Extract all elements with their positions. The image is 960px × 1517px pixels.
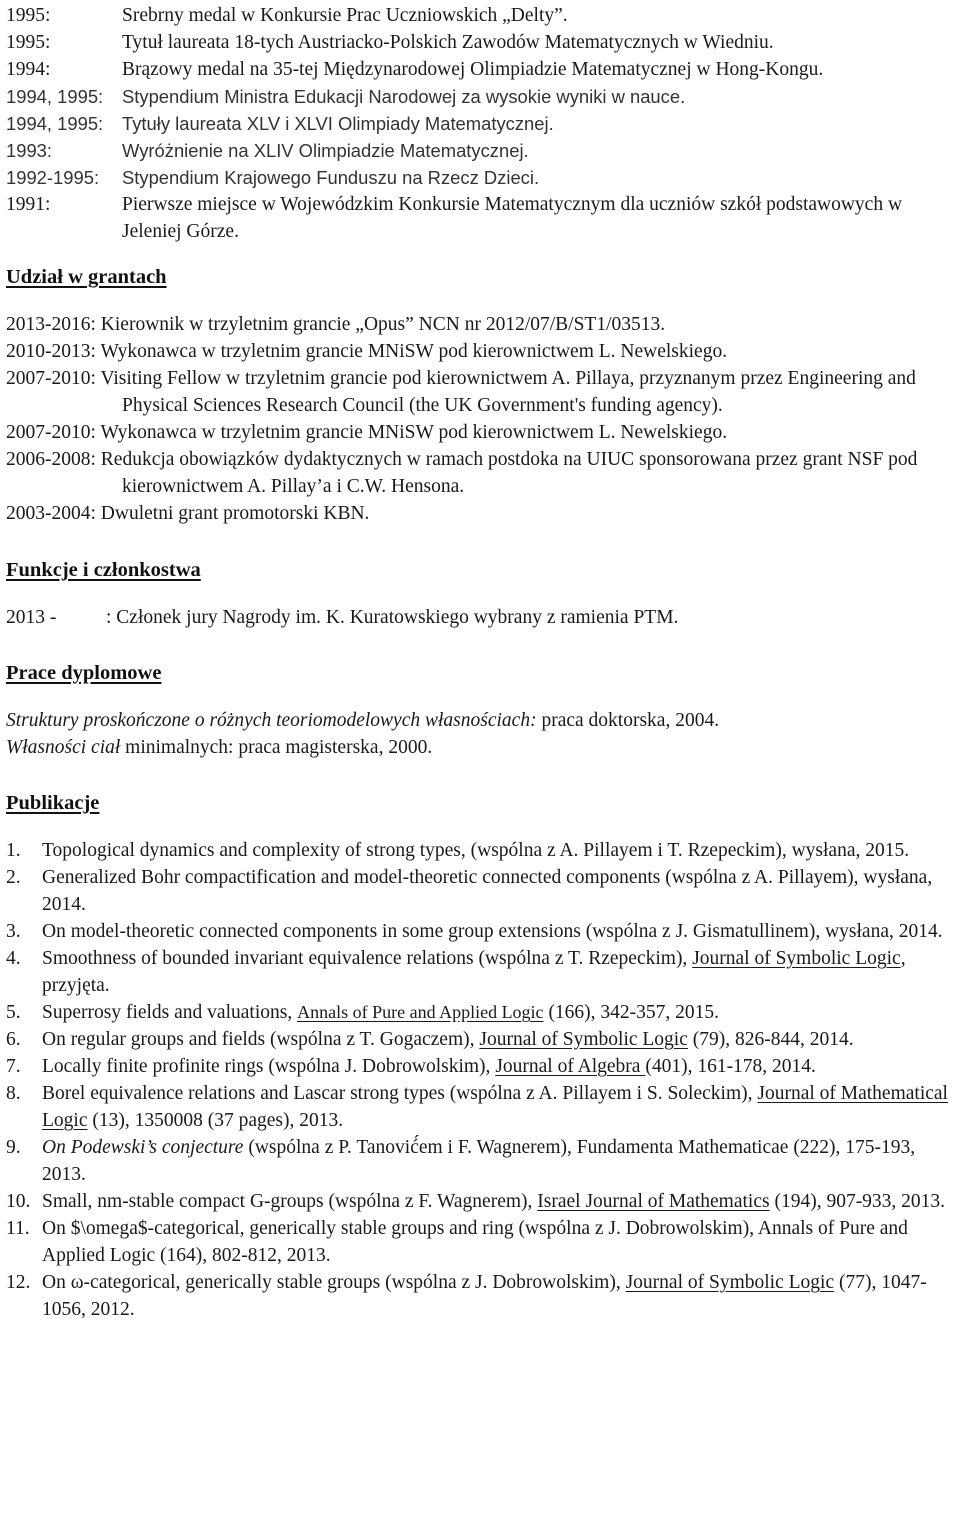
- theses-heading: Prace dyplomowe: [6, 662, 162, 684]
- publication-item: [6, 945, 954, 999]
- award-row: [6, 110, 954, 137]
- publication-number: 12.: [6, 1272, 31, 1293]
- award-row: [6, 164, 954, 191]
- award-text: Tytuły laureata XLV i XLVI Olimpiady Matematycznej.: [122, 113, 554, 134]
- publication-text: [42, 1026, 954, 1053]
- thesis-row: [6, 707, 954, 734]
- thesis-info: praca doktorska, 2004.: [536, 710, 720, 731]
- publication-title: Generalized Bohr compactification and model-theoretic connected components (wspólna z A. Pillayem), wysłana, 2014.: [42, 867, 933, 915]
- award-year: 1992-1995:: [6, 167, 100, 188]
- grant-row: [6, 500, 954, 527]
- publication-text: [42, 1269, 954, 1323]
- grant-text: Kierownik w trzyletnim grancie „Opus” NCN nr 2012/07/B/ST1/03513.: [100, 314, 666, 335]
- publication-item: [6, 1215, 954, 1269]
- grants-list: [6, 311, 954, 527]
- publication-number: 11.: [6, 1218, 30, 1239]
- publication-item: [6, 1269, 954, 1323]
- publication-number: 5.: [6, 1002, 21, 1023]
- publication-number: 3.: [6, 921, 21, 942]
- journal-link[interactable]: Journal of Symbolic Logic: [479, 1029, 688, 1050]
- publication-number: 8.: [6, 1083, 21, 1104]
- functions-heading: Funkcje i członkostwa: [6, 559, 201, 581]
- publication-title: Borel equivalence relations and Lascar strong types (wspólna z A. Pillayem i S. Soleckim),: [42, 1083, 758, 1104]
- publication-number: 7.: [6, 1056, 21, 1077]
- award-row: [6, 191, 954, 245]
- publication-text: [42, 1080, 954, 1134]
- grant-year: 2013-2016:: [6, 314, 96, 335]
- publications-list: [6, 837, 954, 1323]
- grant-text: Redukcja obowiązków dydaktycznych w ramach postdoka na UIUC sponsorowana przez grant NSF pod kierownictwem A. Pillay’a i C.W. Hensona.: [100, 449, 918, 497]
- grants-heading: Udział w grantach: [6, 266, 167, 288]
- publication-item: [6, 1188, 954, 1215]
- publication-details: (401), 161-178, 2014.: [645, 1056, 816, 1077]
- award-row: [6, 29, 954, 56]
- theses-list: [6, 707, 954, 761]
- publication-title: On $\omega$-categorical, generically stable groups and ring (wspólna z J. Dobrowolskim), Annals of Pure and Applied Logic (164), 802-812, 2013.: [42, 1218, 908, 1266]
- journal-link[interactable]: Israel Journal of Mathematics: [537, 1191, 770, 1212]
- publication-item: [6, 999, 954, 1026]
- publication-item: [6, 1026, 954, 1053]
- grant-row: [6, 365, 954, 419]
- award-text: Srebrny medal w Konkursie Prac Uczniowskich „Delty”.: [122, 5, 568, 26]
- journal-link[interactable]: Journal of Mathematical Logic: [42, 1083, 948, 1131]
- publication-title: Locally finite profinite rings (wspólna J. Dobrowolskim),: [42, 1056, 496, 1077]
- publication-item: [6, 918, 954, 945]
- publication-text: [42, 945, 954, 999]
- function-row: [6, 604, 954, 631]
- publication-text: [42, 999, 954, 1026]
- journal-link[interactable]: Journal of Symbolic Logic: [625, 1272, 835, 1293]
- publication-title-italic: On Podewski’s conjecture: [42, 1137, 244, 1158]
- grant-year: 2003-2004:: [6, 503, 96, 524]
- function-text: : Członek jury Nagrody im. K. Kuratowskiego wybrany z ramienia PTM.: [106, 607, 679, 628]
- grant-year: 2007-2010:: [6, 368, 96, 389]
- publication-item: [6, 1134, 954, 1188]
- grant-row: [6, 311, 954, 338]
- publication-number: 10.: [6, 1191, 31, 1212]
- publication-text: [42, 1188, 954, 1215]
- grant-row: [6, 338, 954, 365]
- award-year: 1993:: [6, 140, 53, 161]
- publication-details: (wspólna z P. Tanović́em i F. Wagnerem), Fundamenta Mathematicae (222), 175-193, 2013.: [42, 1137, 916, 1185]
- award-row: [6, 2, 954, 29]
- publication-details: (79), 826-844, 2014.: [687, 1029, 854, 1050]
- award-text: Pierwsze miejsce w Wojewódzkim Konkursie Matematycznym dla uczniów szkół podstawowych w Jeleniej Górze.: [122, 194, 903, 242]
- publication-title: On ω-categorical, generically stable groups (wspólna z J. Dobrowolskim),: [42, 1272, 626, 1293]
- award-text: Brązowy medal na 35-tej Międzynarodowej Olimpiadzie Matematycznej w Hong-Kongu.: [122, 59, 824, 80]
- thesis-info: minimalnych: praca magisterska, 2000.: [120, 737, 433, 758]
- award-year: 1994:: [6, 59, 51, 80]
- publication-title: On regular groups and fields (wspólna z T. Gogaczem),: [42, 1029, 480, 1050]
- publication-details: (194), 907-933, 2013.: [769, 1191, 946, 1212]
- thesis-row: [6, 734, 954, 761]
- grant-text: Visiting Fellow w trzyletnim grancie pod kierownictwem A. Pillaya, przyznanym przez Engineering and Physical Sciences Research Council (the UK Government's funding agency).: [100, 368, 916, 416]
- publication-number: 9.: [6, 1137, 21, 1158]
- grant-text: Dwuletni grant promotorski KBN.: [100, 503, 370, 524]
- grant-row: [6, 446, 954, 500]
- publication-number: 2.: [6, 867, 21, 888]
- publications-heading: Publikacje: [6, 792, 100, 814]
- award-year: 1995:: [6, 5, 51, 26]
- publication-item: [6, 1053, 954, 1080]
- publication-text: [42, 864, 954, 918]
- publication-text: [42, 918, 954, 945]
- publication-text: [42, 837, 954, 864]
- publication-number: 1.: [6, 840, 21, 861]
- award-row: [6, 137, 954, 164]
- publication-item: [6, 1080, 954, 1134]
- award-year: 1995:: [6, 32, 51, 53]
- publication-text: [42, 1134, 954, 1188]
- thesis-title: Struktury proskończone o różnych teoriomodelowych własnościach:: [6, 710, 537, 731]
- publication-number: 4.: [6, 948, 21, 969]
- function-year: 2013 -: [6, 607, 57, 628]
- thesis-title: Własności ciał: [6, 737, 121, 758]
- award-text: Tytuł laureata 18-tych Austriacko-Polskich Zawodów Matematycznych w Wiedniu.: [122, 32, 774, 53]
- publication-title: Superrosy fields and valuations,: [42, 1002, 298, 1023]
- grant-text: Wykonawca w trzyletnim grancie MNiSW pod kierownictwem L. Newelskiego.: [100, 422, 728, 443]
- grant-year: 2010-2013:: [6, 341, 96, 362]
- award-year: 1994, 1995:: [6, 86, 104, 107]
- publication-text: [42, 1215, 954, 1269]
- publication-title: Smoothness of bounded invariant equivalence relations (wspólna z T. Rzepeckim),: [42, 948, 693, 969]
- publication-item: [6, 864, 954, 918]
- award-row: [6, 83, 954, 110]
- publication-title: Small, nm-stable compact G-groups (wspólna z F. Wagnerem),: [42, 1191, 538, 1212]
- publication-details: , przyjęta.: [42, 948, 906, 996]
- publication-text: [42, 1053, 954, 1080]
- awards-list: [6, 0, 954, 245]
- journal-link[interactable]: Annals of Pure and Applied Logic: [297, 1002, 544, 1022]
- publication-number: 6.: [6, 1029, 21, 1050]
- publication-details: (13), 1350008 (37 pages), 2013.: [87, 1110, 344, 1131]
- award-text: Wyróżnienie na XLIV Olimpiadzie Matematycznej.: [122, 140, 529, 161]
- grant-text: Wykonawca w trzyletnim grancie MNiSW pod kierownictwem L. Newelskiego.: [100, 341, 728, 362]
- publication-details: (166), 342-357, 2015.: [543, 1002, 720, 1023]
- journal-link[interactable]: Journal of Algebra: [495, 1056, 646, 1077]
- award-text: Stypendium Krajowego Funduszu na Rzecz Dzieci.: [122, 167, 540, 188]
- award-year: 1994, 1995:: [6, 113, 104, 134]
- grant-row: [6, 419, 954, 446]
- publication-details: (77), 1047-1056, 2012.: [42, 1272, 927, 1320]
- journal-link[interactable]: Journal of Symbolic Logic: [692, 948, 901, 969]
- publication-item: [6, 837, 954, 864]
- publication-title: Topological dynamics and complexity of strong types, (wspólna z A. Pillayem i T. Rzepeckim), wysłana, 2015.: [42, 840, 910, 861]
- grant-year: 2006-2008:: [6, 449, 96, 470]
- award-text: Stypendium Ministra Edukacji Narodowej za wysokie wyniki w nauce.: [122, 86, 686, 107]
- publication-title: On model-theoretic connected components in some group extensions (wspólna z J. Gismatullinem), wysłana, 2014.: [42, 921, 943, 942]
- award-year: 1991:: [6, 194, 51, 215]
- award-row: [6, 56, 954, 83]
- grant-year: 2007-2010:: [6, 422, 96, 443]
